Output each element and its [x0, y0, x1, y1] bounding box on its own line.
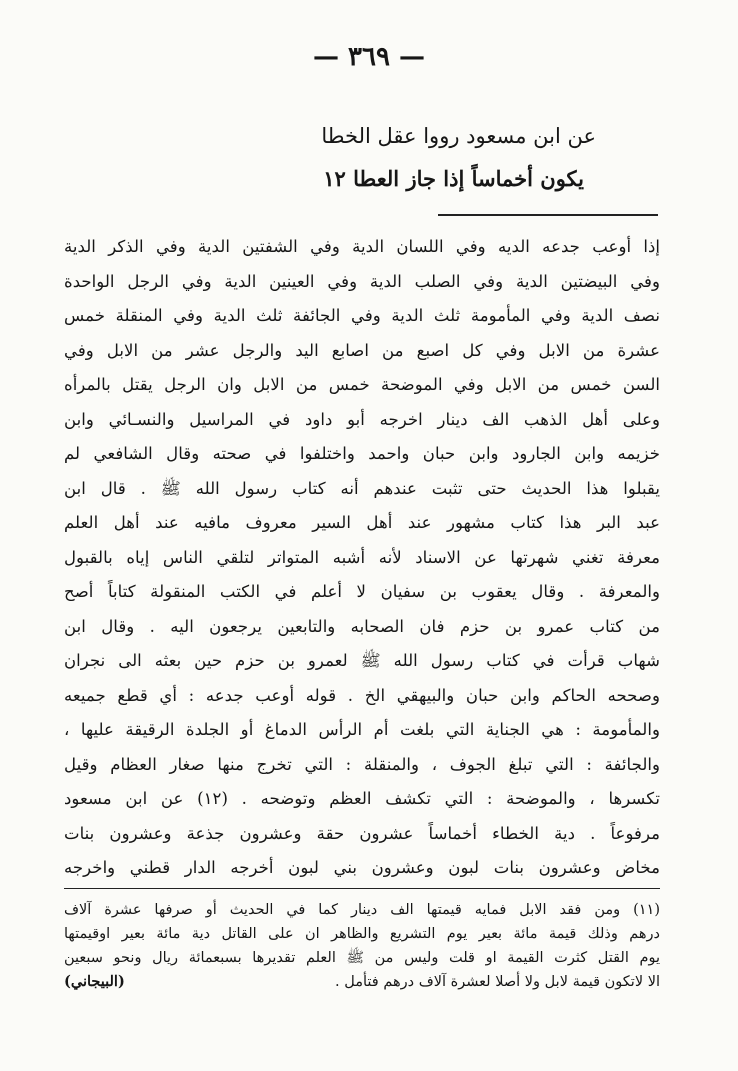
body-line: السن خمس من الابل وفي الموضحة خمس من الابل وان الرجل يقتل بالمرأه	[64, 375, 660, 394]
footnote-line: (١١) ومن فقد الابل فمايه قيمتها الف دينار كما في الحديث أو صرفها عشرة آلاف	[64, 902, 660, 918]
body-line: تكسرها ، والموضحة : التي تكشف العظم وتوضحه . (١٢) عن ابن مسعود	[64, 789, 660, 808]
body-line: إذا أوعب جدعه الديه وفي اللسان الدية وفي الشفتين الدية وفي الذكر الدية	[64, 237, 660, 256]
footnote-line: يوم القتل كثرت القيمة او قلت وليس من ﷺ العلم تقديرها بسبعمائة ريال ونحو سبعين	[64, 950, 660, 966]
body-line: معرفة تغني شهرتها عن الاسناد لأنه أشبه المتواتر لتلقي الناس إياه بالقبول	[64, 547, 660, 567]
top-divider	[438, 214, 658, 216]
body-line: من كتاب عمرو بن حزم فان الصحابه والتابعين يرجعون اليه . وقال ابن	[64, 616, 660, 636]
body-line: والمأمومة : هي الجناية التي بلغت أم الرأس الدماغ أو الجلدة الرقيقة عليها ،	[64, 720, 660, 739]
body-line: عشرة من الابل وفي كل اصبع من اصابع اليد والرجل عشر من الابل وفي	[64, 340, 660, 360]
body-line: عبد البر هذا كتاب مشهور عند أهل السير معروف مافيه عند أهل العلم	[64, 513, 660, 532]
footnote-line: درهم وذلك قيمة مائة بعير يوم التشريع والظاهر ان على القاتل دية مائة بعير اوقيمتها	[64, 926, 660, 942]
footnote-divider	[64, 888, 660, 889]
body-line: وفي البيضتين الدية وفي الصلب الدية وفي العينين الدية وفي الرجل الواحدة	[64, 271, 660, 291]
body-line: وعلى أهل الذهب الف دينار اخرجه أبو داود في المراسيل والنسـائي وابن	[64, 409, 660, 429]
verse-line-2: يكون أخماساً إذا جاز العطا ١٢	[323, 166, 584, 191]
body-line: يقبلوا هذا الحديث حتى تثبت عندهم أنه كتاب رسول الله ﷺ . قال ابن	[64, 478, 660, 498]
footnote-signature: (البيجاني)	[64, 973, 125, 990]
footnote-last-line	[64, 970, 660, 994]
footnote	[64, 898, 660, 994]
body-line: خزيمه وابن الجارود وابن حبان واحمد واختلفوا في صحته وقال الشافعي لم	[64, 444, 660, 463]
body-line: شهاب قرأت في كتاب رسول الله ﷺ لعمرو بن حزم حين بعثه الى نجران	[64, 651, 660, 670]
body-line: نصف الدية وفي المأمومة ثلث الدية وفي الجائفة ثلث الدية وفي المنقلة خمس	[64, 306, 660, 325]
page-number: — ٣٦٩ —	[312, 42, 426, 72]
body-text	[64, 230, 660, 886]
body-line: وصححه الحاكم وابن حبان والبيهقي الخ . قوله أوعب جدعه : أي قطع جميعه	[64, 685, 660, 705]
body-line: والجائفة : التي تبلغ الجوف ، والمنقلة : التي تخرج منها صغار العظام وقيل	[64, 754, 660, 774]
body-line: مخاض وعشرون بنات لبون وعشرون بني لبون أخرجه الدار قطني واخرجه	[64, 858, 660, 877]
body-line: والمعرفة . وقال يعقوب بن سفيان لا أعلم في الكتب المنقولة كتاباً أصح	[64, 582, 660, 601]
verse-line-1: عن ابن مسعود رووا عقل الخطا	[321, 124, 596, 148]
footnote-line: الا لاتكون قيمة لابل ولا أصلا لعشرة آلاف درهم فتأمل .	[335, 974, 660, 990]
body-line: مرفوعاً . دية الخطاء أخماساً عشرون حقة وعشرون جذعة وعشرون بنات	[64, 823, 660, 843]
